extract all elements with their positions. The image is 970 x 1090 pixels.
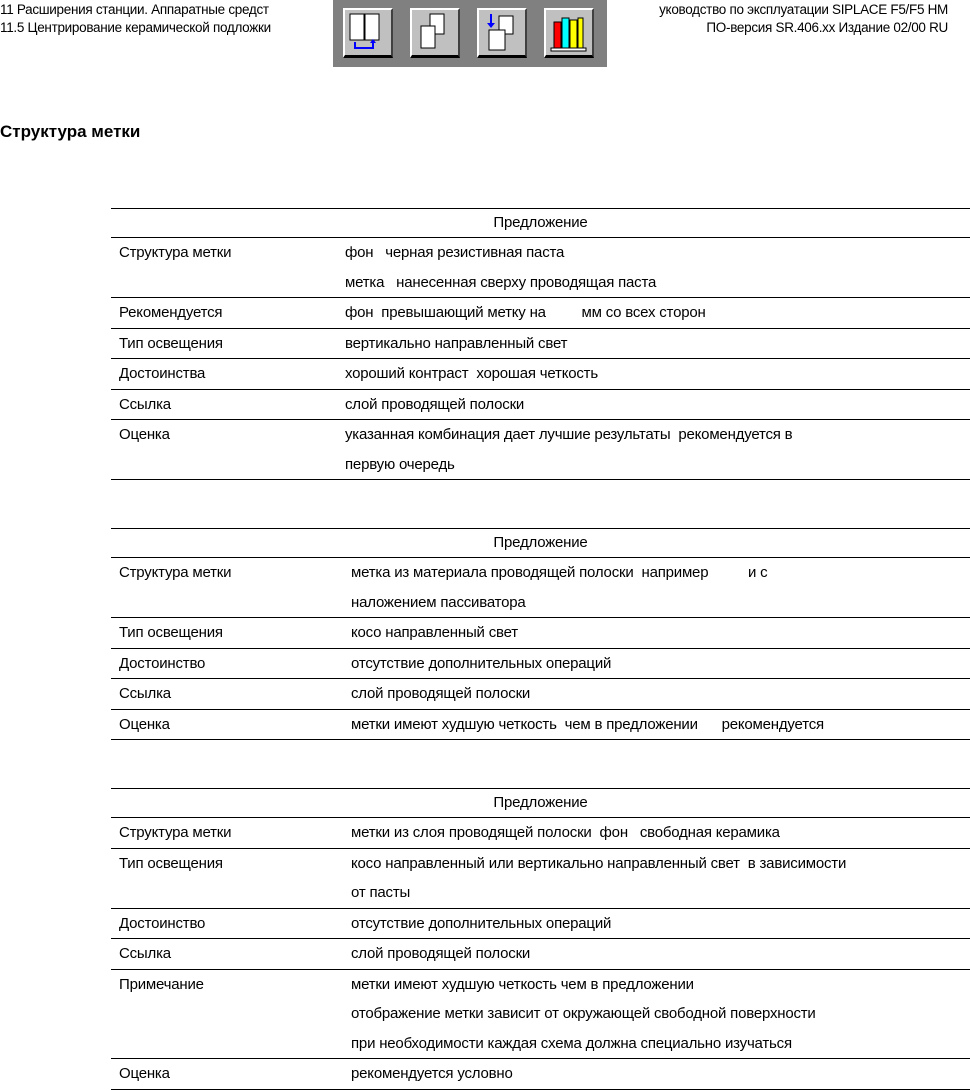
value-line: фон превышающий метку на мм со всех сторон [345, 304, 706, 321]
row-label: Структура метки [111, 558, 351, 618]
table-row [111, 679, 970, 710]
row-value [351, 558, 970, 618]
row-label: Тип освещения [111, 848, 351, 908]
value-line: фон черная резистивная паста [345, 244, 565, 261]
page-swap-icon [479, 10, 525, 55]
row-label: Тип освещения [111, 618, 351, 649]
value-line: вертикально направленный свет [345, 334, 568, 352]
table-row [111, 709, 970, 740]
row-label: Достоинства [111, 359, 345, 390]
row-label: Структура метки [111, 818, 351, 849]
table-row [111, 618, 970, 649]
row-value [351, 648, 970, 679]
value-line: рекомендуется условно [351, 1065, 513, 1082]
table-header-row [111, 789, 970, 818]
page-overlay-icon [412, 10, 458, 55]
value-line: указанная комбинация дает лучшие результаты рекомендуется в [345, 426, 793, 443]
row-value [351, 818, 970, 849]
table-header-row [111, 529, 970, 558]
two-pages-button[interactable] [343, 8, 393, 58]
value-line: хороший контраст хорошая четкость [345, 365, 598, 382]
value-line: наложением пассиватора [351, 593, 526, 611]
table-row [111, 359, 970, 390]
table-row [111, 969, 970, 1059]
row-value [351, 969, 970, 1059]
value-line: отображение метки зависит от окружающей свободной поверхности [351, 1005, 816, 1022]
row-value [345, 359, 970, 390]
value-line: от пасты [351, 884, 411, 901]
row-label: Рекомендуется [111, 298, 345, 329]
row-value [351, 709, 970, 740]
row-value [345, 389, 970, 420]
row-value [351, 848, 970, 908]
row-label: Ссылка [111, 389, 345, 420]
row-value [351, 679, 970, 710]
page-swap-button[interactable] [477, 8, 527, 58]
table-header: Предложение [111, 789, 970, 818]
value-line: отсутствие дополнительных операций [351, 654, 612, 672]
row-value [351, 618, 970, 649]
value-line: слой проводящей полоски [345, 395, 525, 413]
value-line: слой проводящей полоски [351, 945, 531, 962]
table-row [111, 848, 970, 908]
value-line: метка из материала проводящей полоски например и с [351, 564, 768, 581]
row-value [351, 939, 970, 970]
table-row [111, 939, 970, 970]
row-label: Оценка [111, 709, 351, 740]
row-label: Ссылка [111, 679, 351, 710]
library-button[interactable] [544, 8, 594, 58]
navigation-toolbar [333, 0, 607, 67]
table-row [111, 238, 970, 298]
page-overlay-button[interactable] [410, 8, 460, 58]
table-row [111, 558, 970, 618]
row-label: Структура метки [111, 238, 345, 298]
value-line: слой проводящей полоски [351, 685, 531, 702]
proposal-table-2 [111, 528, 970, 740]
header-manual: уководство по эксплуатации SIPLACE F5/F5 HM [659, 2, 948, 17]
table-row [111, 648, 970, 679]
table-header: Предложение [111, 209, 970, 238]
value-line: косо направленный или вертикально направленный свет в зависимости [351, 854, 847, 872]
table-header: Предложение [111, 529, 970, 558]
table-row [111, 328, 970, 359]
table-row [111, 420, 970, 480]
value-line: метки из слоя проводящей полоски фон свободная керамика [351, 824, 780, 841]
row-label: Тип освещения [111, 328, 345, 359]
two-pages-icon [345, 10, 391, 55]
row-value [351, 908, 970, 939]
table-row [111, 818, 970, 849]
table-row [111, 389, 970, 420]
row-label: Достоинство [111, 648, 351, 679]
value-line: при необходимости каждая схема должна специально изучаться [351, 1034, 792, 1052]
table-row [111, 1059, 970, 1090]
table-row [111, 298, 970, 329]
table-header-row [111, 209, 970, 238]
header-chapter: 11 Расширения станции. Аппаратные средст [0, 2, 269, 17]
row-label: Оценка [111, 1059, 351, 1090]
books-icon [546, 10, 592, 55]
table-row [111, 908, 970, 939]
value-line: косо направленный свет [351, 624, 518, 641]
header-section: 11.5 Центрирование керамической подложки [0, 20, 271, 35]
row-label: Примечание [111, 969, 351, 1059]
row-value [345, 298, 970, 329]
row-value [351, 1059, 970, 1090]
value-line: отсутствие дополнительных операций [351, 914, 612, 932]
value-line: метка нанесенная сверху проводящая паста [345, 273, 657, 291]
proposal-table-1 [111, 208, 970, 480]
value-line: метки имеют худшую четкость чем в предложении рекомендуется [351, 715, 824, 733]
row-label: Оценка [111, 420, 345, 480]
value-line: первую очередь [345, 455, 455, 473]
row-label: Достоинство [111, 908, 351, 939]
value-line: метки имеют худшую четкость чем в предложении [351, 975, 694, 993]
row-value [345, 238, 970, 298]
row-value [345, 420, 970, 480]
section-title: Структура метки [0, 122, 141, 141]
header-version: ПО-версия SR.406.xx Издание 02/00 RU [706, 20, 948, 35]
row-value [345, 328, 970, 359]
row-label: Ссылка [111, 939, 351, 970]
proposal-table-3 [111, 788, 970, 1090]
